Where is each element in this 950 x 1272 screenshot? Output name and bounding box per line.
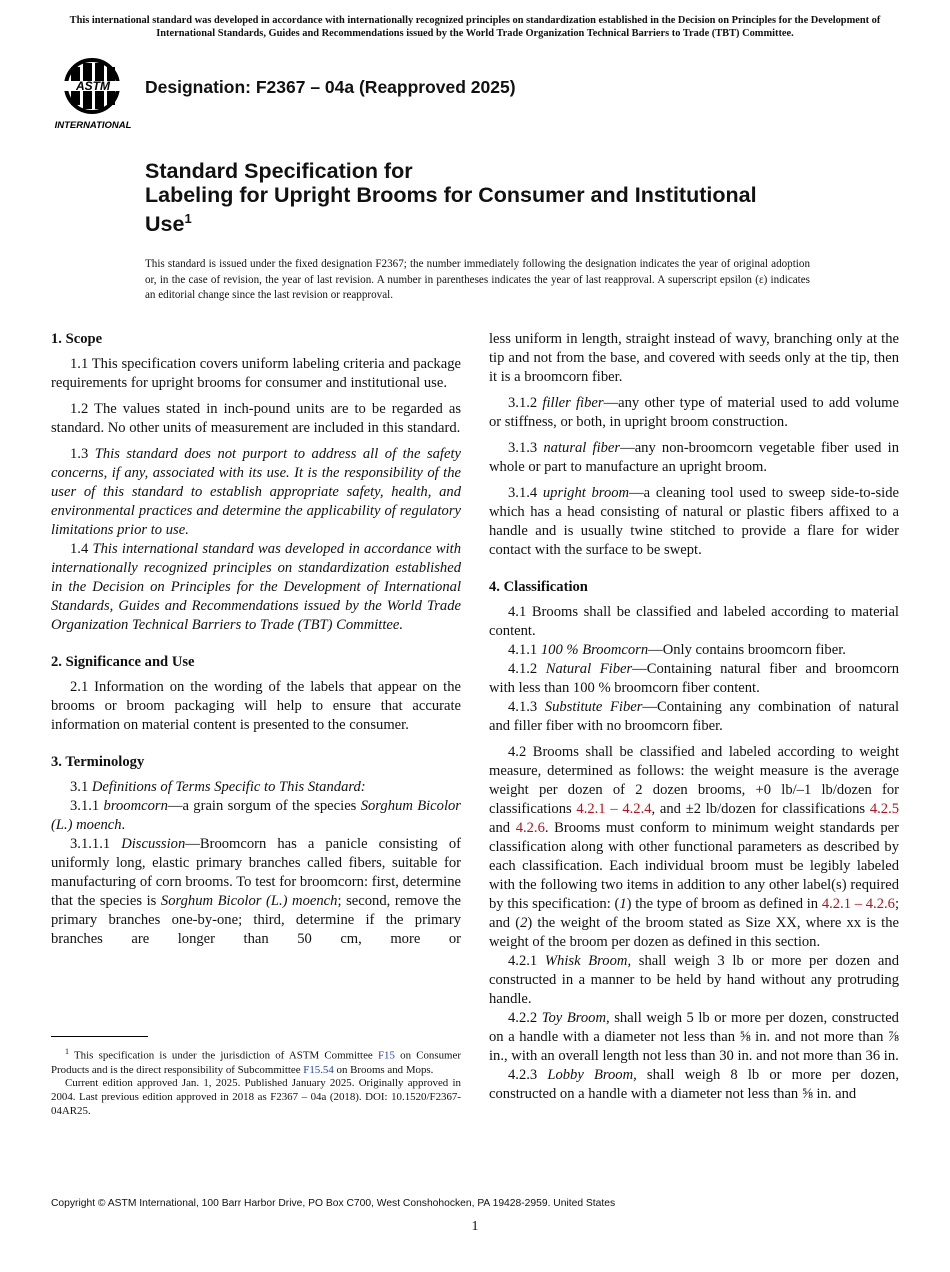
right-column — [489, 330, 899, 1104]
para-3-1-4 — [489, 484, 899, 560]
subcommittee-link[interactable]: F15.54 — [303, 1063, 334, 1076]
footnote-text: This specification is under the jurisdiction of ASTM Committee — [69, 1049, 378, 1062]
para-4-2 — [489, 743, 899, 952]
section-link[interactable]: 4.2.5 — [869, 801, 900, 817]
designation: Designation: F2367 – 04a (Reapproved 2025) — [145, 77, 516, 97]
para-number: 3.1.4 — [508, 485, 543, 501]
para-number: 1.3 — [70, 446, 95, 462]
para-3-1-3 — [489, 439, 899, 477]
para-number: 3.1.2 — [508, 395, 543, 411]
term: filler fiber — [542, 395, 604, 411]
para-3-1-1-1-continued: less uniform in length, straight instead of wavy, branching only at the tip and not from the base, and covered with seeds only at the tip, then it is a broomcorn fiber. — [489, 331, 899, 385]
para-number: 4.1.3 — [508, 699, 545, 715]
term: broomcorn — [103, 798, 168, 814]
copyright: Copyright © ASTM International, 100 Barr Harbor Drive, PO Box C700, West Conshohocken, PA 19428-2959. United States — [51, 1198, 616, 1209]
title-line-3: Use — [145, 212, 185, 237]
para-1-4 — [51, 540, 461, 635]
para-text: Definitions of Terms Specific to This Standard: — [91, 779, 366, 795]
issued-note: This standard is issued under the fixed designation F2367; the number immediately following the designation indicates the year of original adoption or, in the case of revision, the year of last revision. A number in parentheses indicates the year of last reapproval. A superscript epsilon (ε) indicates an editorial change since the last revision or reapproval. — [145, 258, 810, 301]
term: 100 % Broomcorn — [540, 642, 649, 658]
left-column — [51, 330, 461, 968]
para-text: —any other type of material used to add volume or stiffness, or both, in upright broom construction. — [489, 395, 899, 430]
para-2-1: 2.1 Information on the wording of the labels that appear on the brooms or broom packaging will help to ensure that accurate information on material content is presented to the consumer. — [51, 679, 461, 733]
para-4-1: 4.1 Brooms shall be classified and labeled according to material content. — [489, 604, 899, 639]
para-4-1-1 — [489, 641, 899, 660]
footnotes — [51, 1045, 461, 1119]
para-3-1-2 — [489, 394, 899, 432]
heading-scope: 1. Scope — [51, 331, 103, 347]
para-1-1: 1.1 This specification covers uniform labeling criteria and package requirements for upright brooms for consumer and institutional use. — [51, 356, 461, 391]
para-text: —any non-broomcorn vegetable fiber used in whole or part to manufacture an upright broom. — [489, 440, 899, 475]
para-text: —a grain sorgum of the species — [167, 798, 361, 814]
document-title — [145, 160, 865, 237]
title-line-1: Standard Specification for — [145, 159, 413, 183]
footnote-text: on Consumer Products and is the direct responsibility of Subcommittee — [51, 1049, 461, 1076]
para-number: 3.1.1.1 — [70, 836, 122, 852]
para-text: . — [121, 817, 126, 833]
para-text: shall weigh 5 lb or more per dozen, constructed on a handle with a diameter not less than ⅝ in. and not more than ⅞ in., with an overall length not less than 30 in. and not more than 36 in. — [489, 1010, 899, 1064]
para-4-2-1 — [489, 952, 899, 1009]
para-number: 4.2.2 — [508, 1010, 542, 1026]
para-text: ) the weight of the broom stated as Size XX, where xx is the weight of the broom per dozen as defined in this section. — [489, 915, 899, 950]
logo-subtext: INTERNATIONAL — [54, 120, 132, 131]
footnote-2: Current edition approved Jan. 1, 2025. Published January 2025. Originally approved in 2004. Last previous edition approved in 2018 as F2367 – 04a (2018). DOI: 10.1520/F2367-04AR25. — [51, 1077, 461, 1118]
footnote-text: on Brooms and Mops. — [333, 1063, 434, 1076]
para-4-1-2 — [489, 660, 899, 698]
para-4-2-3 — [489, 1066, 899, 1104]
para-1-2: 1.2 The values stated in inch-pound units are to be regarded as standard. No other units of measurement are included in this standard. — [51, 401, 461, 436]
footnote-divider — [51, 1036, 148, 1037]
para-text: shall weigh 8 lb or more per dozen, constructed on a handle with a diameter not less than ⅝ in. and — [489, 1067, 899, 1102]
section-link[interactable]: 4.2.1 – 4.2.6 — [821, 896, 895, 912]
para-text: This international standard was developed in accordance with internationally recognized principles on standardization established in the Decision on Principles for the Development of International Standards, Guides and Recommendations issued by the World Trade Organization Technical Barriers to Trade (TBT) Committee. — [51, 541, 462, 633]
term: Substitute Fiber — [544, 699, 643, 715]
para-1-3 — [51, 445, 461, 540]
astm-logo — [52, 55, 134, 131]
para-text: —Containing any combination of natural and filler fiber with no broomcorn fiber. — [489, 699, 899, 734]
logo-text: ASTM — [76, 79, 110, 93]
para-number: 4.2.3 — [508, 1067, 548, 1083]
footnote-mark: 1 — [65, 1047, 69, 1056]
footnote-1 — [51, 1045, 461, 1077]
title-footnote-mark: 1 — [184, 211, 192, 226]
term: Whisk Broom, — [544, 953, 632, 969]
para-text: This standard does not purport to address all of the safety concerns, if any, associated with its use. It is the responsibility of the user of this standard to establish appropriate safety, health, and environmental practices and determine the applicability of regulatory limitations prior to use. — [51, 446, 461, 538]
para-text: shall weigh 3 lb or more per dozen and constructed in a manner to be held by hand without any protruding handle. — [489, 953, 899, 1007]
heading-significance: 2. Significance and Use — [51, 654, 195, 670]
para-text: ; and ( — [489, 896, 900, 931]
para-4-1-3 — [489, 698, 899, 736]
term: Discussion — [121, 836, 186, 852]
para-number: 1.4 — [70, 541, 93, 557]
committee-link[interactable]: F15 — [377, 1049, 395, 1062]
para-number: 3.1.1 — [70, 798, 104, 814]
para-text: . Brooms must conform to minimum weight standards per classification along with other functional parameters as described by each classification. Each individual broom must be legibly labeled with the following two items in addition to any other label(s) required by this specification: ( — [489, 820, 899, 912]
para-number: 3.1.3 — [508, 440, 544, 456]
item-number: 1 — [619, 896, 627, 912]
title-line-2: Labeling for Upright Brooms for Consumer and Institutional — [145, 182, 757, 207]
term: Natural Fiber — [545, 661, 633, 677]
para-3-1 — [51, 778, 461, 797]
heading-terminology: 3. Terminology — [51, 754, 145, 770]
para-number: 3.1 — [70, 779, 92, 795]
para-text: —Containing natural fiber and broomcorn with less than 100 % broomcorn fiber content. — [489, 661, 900, 696]
para-text: —Only contains broomcorn fiber. — [648, 642, 846, 658]
section-link[interactable]: 4.2.6 — [515, 820, 545, 836]
para-text: —a cleaning tool used to sweep side-to-side which has a head consisting of natural or plastic fibers affixed to a handle and is usually twine stitched to provide a flare for wider contact with the surface to be swept. — [489, 485, 899, 558]
para-text: —Broomcorn has a panicle consisting of uniformly long, elastic primary branches called fibers, suitable for manufacturing of corn brooms. To test for broomcorn: first, determine that the species is — [51, 836, 461, 909]
para-text: and — [489, 820, 516, 836]
para-text: , and ±2 lb/dozen for classifications — [651, 801, 870, 817]
term: Lobby Broom, — [547, 1067, 637, 1083]
top-notice: This international standard was developed in accordance with internationally recognized principles on standardization established in the Decision on Principles for the Development of International Standards, Guides and Recommendations issued by the World Trade Organization Technical Barriers to Trade (TBT) Committee. — [69, 15, 881, 39]
para-number: 4.1.1 — [508, 642, 541, 658]
para-text: ; second, remove the primary branches one-by-one; third, determine if the primary branches are longer than 50 cm, more or — [51, 893, 462, 947]
page-number: 1 — [471, 1219, 479, 1234]
section-link[interactable]: 4.2.1 – 4.2.4 — [576, 801, 652, 817]
term: Toy Broom, — [541, 1010, 610, 1026]
para-3-1-1 — [51, 797, 461, 835]
species-name: Sorghum Bicolor (L.) moench — [51, 798, 461, 833]
heading-classification: 4. Classification — [489, 579, 588, 595]
para-number: 4.1.2 — [508, 661, 546, 677]
para-4-2-2 — [489, 1009, 899, 1066]
para-3-1-1-1 — [51, 835, 461, 968]
astm-logo-icon — [52, 55, 134, 131]
para-number: 4.2.1 — [508, 953, 545, 969]
para-text: 4.2 Brooms shall be classified and labeled according to weight measure, determined as follows: the weight measure is the average weight per dozen of 2 dozen brooms, +0 lb/–1 lb/dozen for classifications — [489, 744, 899, 817]
species-name: Sorghum Bicolor (L.) moench — [160, 893, 338, 909]
item-number: 2 — [520, 915, 528, 931]
term: natural fiber — [543, 440, 621, 456]
para-text: ) the type of broom as defined in — [626, 896, 822, 912]
term: upright broom — [542, 485, 630, 501]
